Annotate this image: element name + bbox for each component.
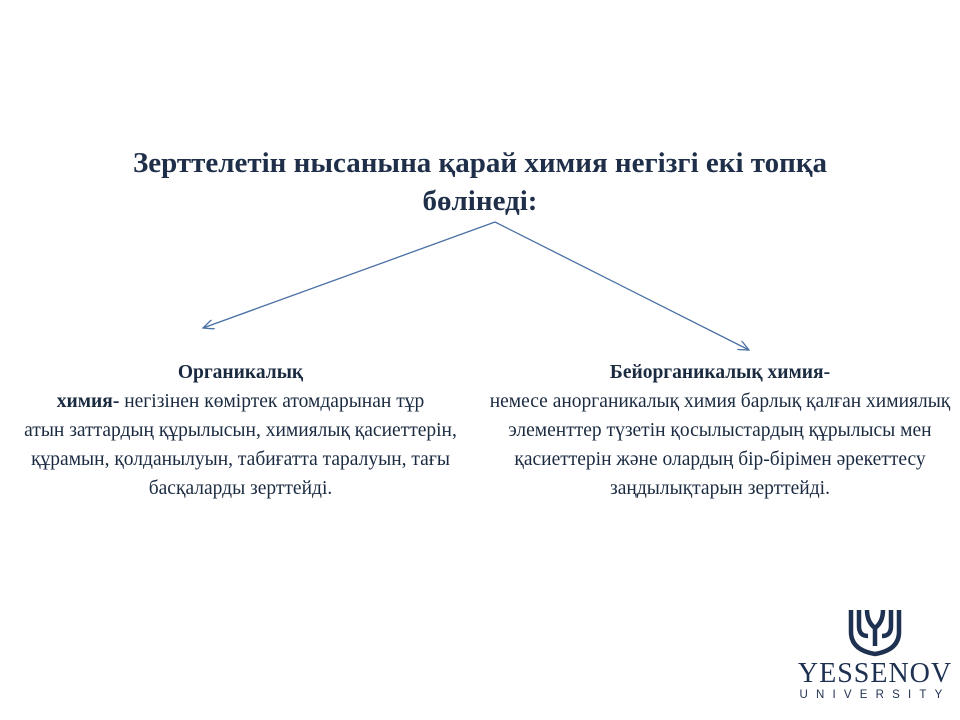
yessenov-logo [790, 606, 960, 716]
organic-body: атын заттардың құрылысын, химиялық қасиеттерін, құрамын, қолданылуын, табиғатта таралуын, тағы басқаларды зерттейді. [24, 420, 457, 499]
organic-heading: Органикалық [177, 362, 304, 383]
inorganic-heading: Бейорганикалық химия- [609, 362, 831, 383]
inorganic-body: немесе анорганикалық химия барлық қалған химиялық элементтер түзетін қосылыстардың құрылысы мен қасиеттерін және олардың бір-бірімен әрекеттесу заңдылықтарын зерттейді. [489, 391, 951, 499]
inorganic-chemistry-block [485, 358, 955, 503]
arrow-to-organic [203, 222, 495, 328]
organic-body-first: негізінен көміртек атомдарынан тұр [119, 391, 425, 412]
organic-heading-cont: химия- [56, 391, 120, 412]
university-emblem-icon [848, 606, 902, 658]
logo-name: YESSENOV [797, 658, 953, 689]
organic-chemistry-block [8, 358, 473, 503]
logo-subtitle: UNIVERSITY [799, 689, 951, 701]
slide-title: Зерттелетін нысанына қарай химия негізгі екі топқа бөлінеді: [132, 147, 828, 217]
arrow-to-inorganic [495, 222, 749, 350]
